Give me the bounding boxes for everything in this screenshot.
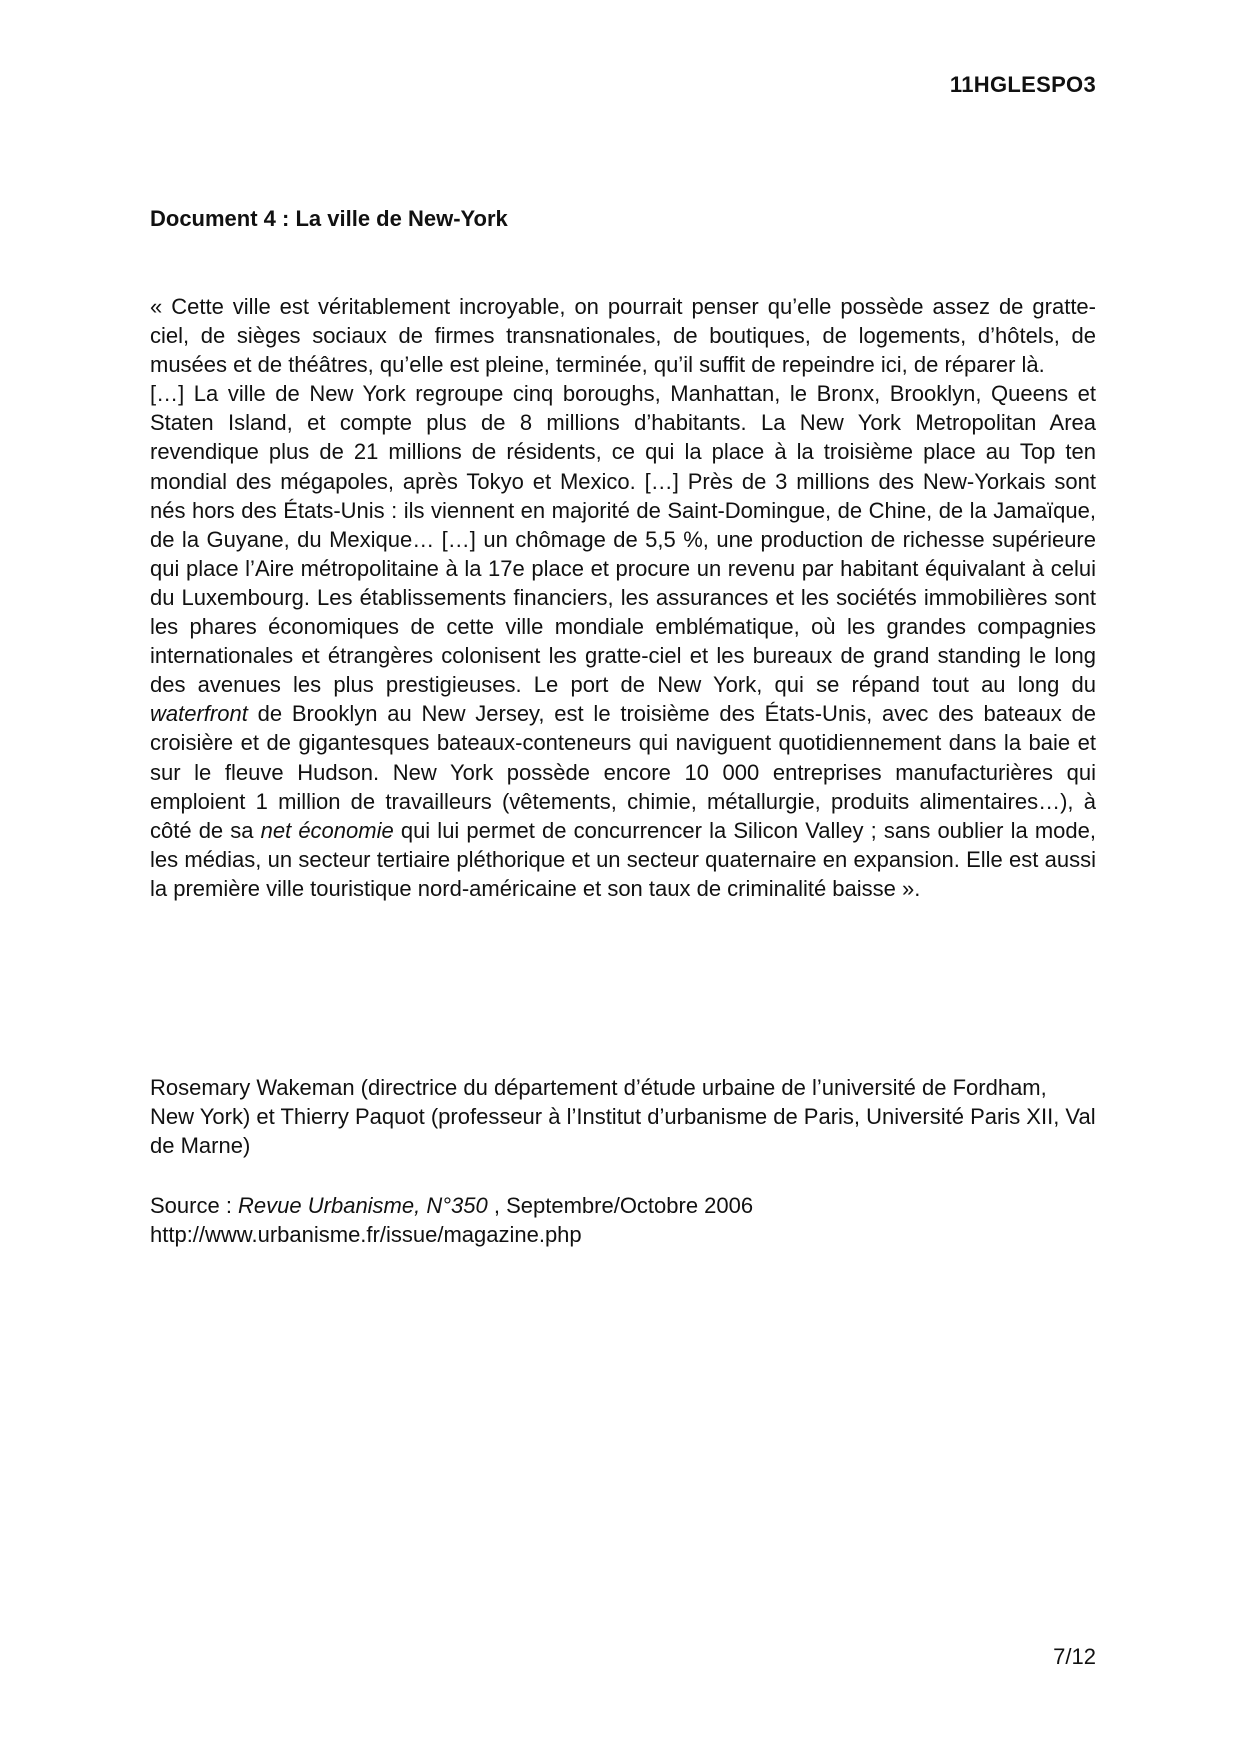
- article-italic-term: waterfront: [150, 701, 248, 727]
- source-publication: Revue Urbanisme, N°350: [238, 1193, 488, 1218]
- source-line: [150, 1191, 1096, 1220]
- page-code: 11HGLESPO3: [949, 72, 1096, 97]
- article-text-segment: […] La ville de New York regroupe cinq boroughs, Manhattan, le Bronx, Brooklyn, Queens et Staten Island, et compte plus de 8 millions d’habitants. La New York Metropolitan Area revendique plus de 21 millions de résidents, ce qui la place à la troisième place au Top ten mondial des mégapoles, après Tokyo et Mexico. […] Près de 3 millions des New-Yorkais sont nés hors des États-Unis : ils viennent en majorité de Saint-Domingue, de Chine, de la Jamaïque, de la Guyane, du Mexique… […] un chômage de 5,5 %, une production de richesse supérieure qui place l’Aire métropolitaine à la 17e place et procure un revenu par habitant équivalant à celui du Luxembourg. Les établissements financiers, les assurances et les sociétés immobilières sont les phares économiques de cette ville mondiale emblématique, où les grandes compagnies internationales et étrangères colonisent les gratte-ciel et les bureaux de grand standing le long des avenues les plus prestigieuses. Le port de New York, qui se répand tout au long du: [150, 381, 1096, 698]
- page-number: 7/12: [1053, 1644, 1096, 1669]
- article-text-segment: de Brooklyn au New Jersey, est le troisième des États-Unis, avec des bateaux de croisière et de gigantesques bateaux-conteneurs qui naviguent quotidiennement dans la baie et sur le fleuve Hudson. New York possède encore 10 000 entreprises manufacturières qui emploient 1 million de travailleurs (vêtements, chimie, métallurgie, produits alimentaires…), à côté de sa: [150, 701, 1096, 843]
- source-citation: [150, 1191, 1096, 1249]
- article-text: [150, 292, 1096, 903]
- document-title: Document 4 : La ville de New-York: [150, 206, 508, 231]
- authors-credit: Rosemary Wakeman (directrice du département d’étude urbaine de l’université de Fordham, New York) et Thierry Paquot (professeur à l’Institut d’urbanisme de Paris, Université Paris XII, Val de Marne): [150, 1075, 1096, 1158]
- source-label: Source :: [150, 1193, 239, 1218]
- source-date: , Septembre/Octobre 2006: [487, 1193, 754, 1218]
- source-url: http://www.urbanisme.fr/issue/magazine.php: [150, 1222, 582, 1247]
- article-paragraph: « Cette ville est véritablement incroyable, on pourrait penser qu’elle possède assez de gratte-ciel, de sièges sociaux de firmes transnationales, de boutiques, de logements, d’hôtels, de musées et de théâtres, qu’elle est pleine, terminée, qu’il suffit de repeindre ici, de réparer là.: [150, 294, 1096, 378]
- article-text-segment: qui lui permet de concurrencer la Silicon Valley ; sans oublier la mode, les médias, un secteur tertiaire pléthorique et un secteur quaternaire en expansion. Elle est aussi la première ville touristique nord-américaine et son taux de criminalité baisse ».: [150, 817, 1096, 901]
- article-italic-term: net économie: [260, 817, 394, 843]
- article-paragraph: [150, 379, 1096, 903]
